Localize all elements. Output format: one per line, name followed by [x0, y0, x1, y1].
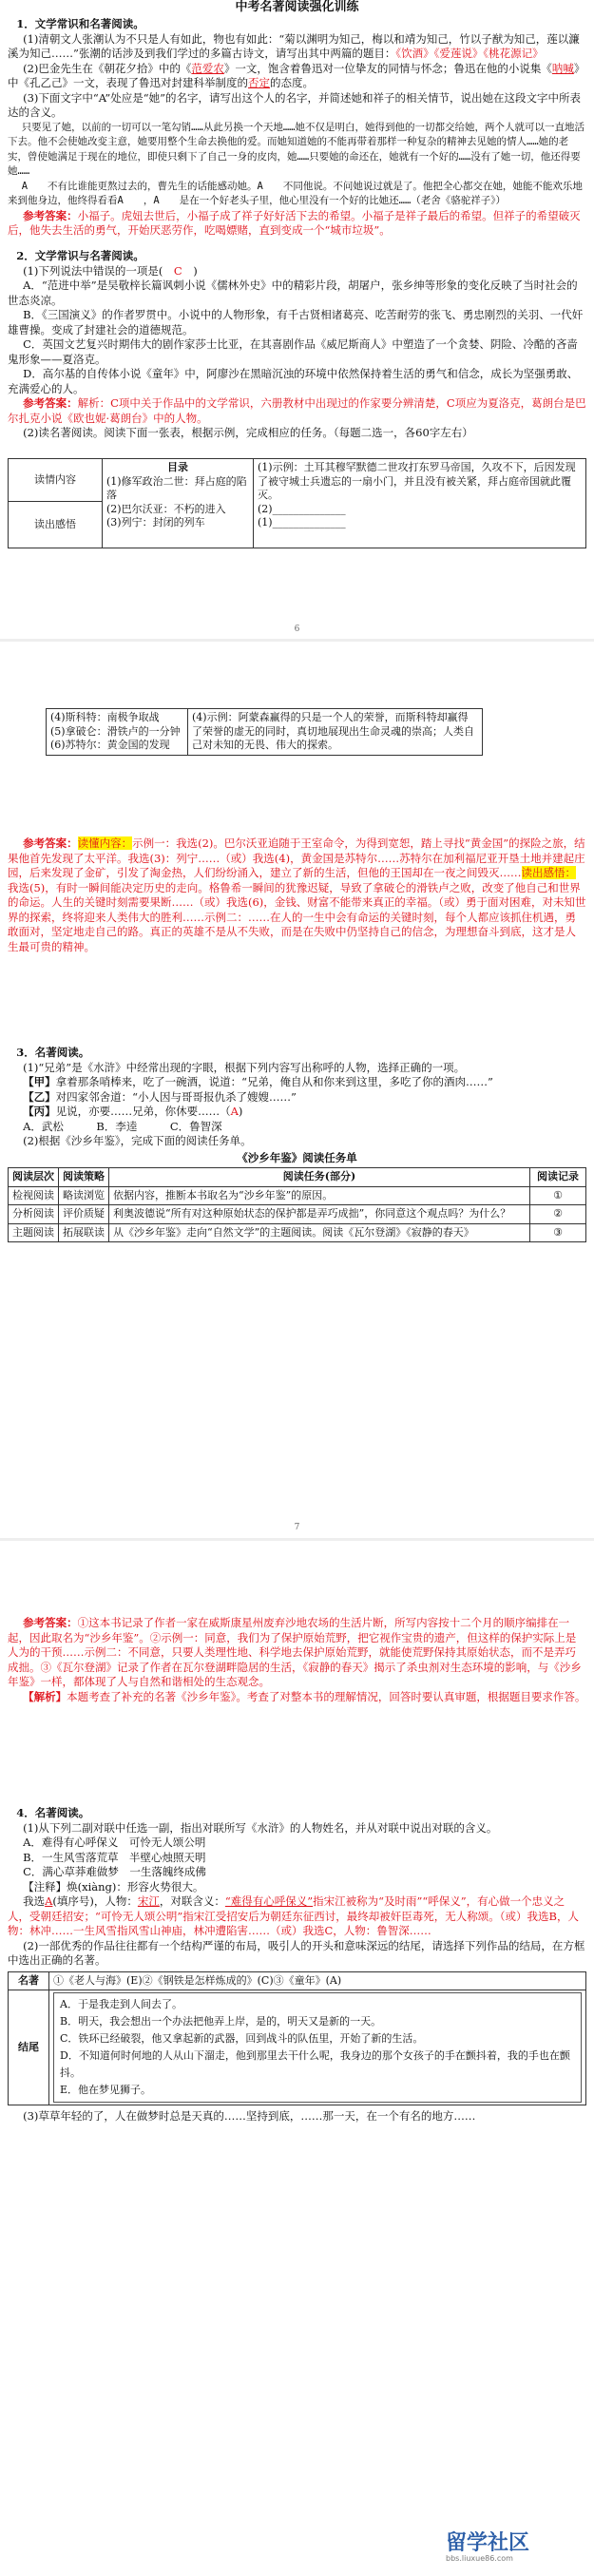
quote-text: A 不有比谁能更熬过去的，曹先生的话能感动她。A 不同他说。不问她说过就是了。他把全心都交在她，她能不能欢乐地来到他身边，他终得看看A ，A 是在一个好老头子里，他心里没有一个好的比她还……（老舍《骆驼祥子》）	[8, 180, 583, 206]
question-2-1	[8, 264, 586, 279]
analysis-text: 本题考查了补充的名著《沙乡年鉴》。考查了对整本书的理解情况，回答时要认真审题，根据题目要求作答。	[67, 1689, 586, 1703]
table-row	[9, 1971, 586, 1990]
question-text: )	[193, 263, 198, 278]
section-2-answer	[8, 836, 586, 954]
ending-item: B．明天，我会想出一个办法把他弄上岸，是的，明天又是新的一天。	[60, 2015, 382, 2028]
question-text: 的态度。	[270, 76, 314, 89]
toc-item: (2)巴尔沃亚：不朽的进入	[106, 502, 226, 515]
answer-text: “难得有心呼保义”	[224, 1894, 314, 1908]
table-cell: 从《沙乡年鉴》走向“自然文学”的主题阅读。阅读《瓦尔登湖》《寂静的春天》	[109, 1223, 530, 1242]
reading-table-2	[8, 708, 586, 756]
toc-title: 目录	[167, 461, 188, 473]
question-3-2: (2)根据《沙乡年鉴》，完成下面的阅读任务单。	[23, 1134, 252, 1147]
table-row	[9, 1990, 586, 2105]
table	[46, 708, 483, 756]
logo-text: 留学社区	[446, 2531, 530, 2555]
column-header: 阅读策略	[59, 1168, 109, 1187]
toc-item: (4)斯科特：南极争取战	[50, 711, 160, 723]
option-a: A．“范进中举”是吴敬梓长篇讽刺小说《儒林外史》中的精彩片段，胡屠户，张乡绅等形象的变化反映了当时社会的世态炎凉。	[8, 279, 578, 307]
table-cell	[49, 1990, 586, 2105]
table-header-row	[9, 1168, 586, 1187]
section-3	[8, 1046, 586, 1242]
quote-1	[8, 1075, 586, 1090]
question-text: (1)清朝文人张潮认为不只是人有如此，物也有如此：“菊以渊明为知己，梅以和靖为知己，竹以子猷为知己，莲以濂溪为知己……”张潮的话涉	[8, 31, 580, 60]
column-header: 阅读任务(部分)	[109, 1168, 530, 1187]
table-cell: (4)示例：阿蒙森赢得的只是一个人的荣誉，而斯科特却赢得了荣誉的虚无的同时，真切地展现出生命灵魂的崇高；人类自己对未知的无畏、伟大的探索。	[188, 709, 483, 756]
question-1-2	[8, 62, 586, 91]
blank-line: (2)______________	[258, 502, 346, 515]
answer-label: 参考答案：	[23, 836, 78, 850]
section-heading: 4．名著阅读。	[16, 1806, 90, 1819]
table-row	[9, 459, 586, 502]
answer-label: ，对联含义：	[159, 1894, 225, 1908]
table-cell: 读出感悟	[9, 502, 103, 548]
analysis-label: 【解析】	[23, 1689, 67, 1703]
question-2-2	[8, 426, 586, 441]
quote-text: 对四家邻舍道：“小人因与哥哥报仇杀了嫂嫂……”	[55, 1089, 297, 1104]
question-4-1: (1)从下列二副对联中任选一副，指出对联所写《水浒》的人物姓名，并从对联中说出对联的含义。	[23, 1820, 498, 1835]
option-d: D．高尔基的自传体小说《童年》中，阿廖沙在黑暗沉浊的环境中依然保持着生活的勇气和信念，成长为坚强勇敢、充满爱心的人。	[8, 367, 579, 395]
answer-text: A	[230, 1105, 239, 1118]
column-header: 阅读记录	[530, 1168, 586, 1187]
answer-line	[8, 1894, 586, 1939]
answer-text: 小福子。虎妞去世后，小福子成了祥子好好活下去的希望。小福子是祥子最后的希望。但祥子的希望破灭后，他失去生活的勇气，开始厌恶劳作，吃喝嫖赌，直到变成一个“城市垃圾”。	[8, 208, 581, 237]
table-row	[9, 1205, 586, 1224]
table-cell: 分析阅读	[9, 1205, 59, 1224]
question-4-2: (2)一部优秀的作品往往都有一个结构严谨的布局，吸引人的开头和意味深远的结尾，请选择下列作品的结局，在方框中选出正确的名著。	[8, 1938, 585, 1967]
answer-label: 参考答案：	[23, 1616, 78, 1629]
page-divider	[0, 639, 594, 642]
option-b: B．李逵	[96, 1119, 138, 1133]
answer-block	[8, 209, 586, 239]
endings-box	[53, 1992, 582, 2103]
quote-label: 【丙】	[23, 1105, 56, 1118]
answer-text: 《饮酒》《爱莲说》《桃花源记》	[395, 47, 544, 60]
page-divider	[0, 1538, 594, 1541]
answer-text: 指宋江被称为“及时雨”“呼保义”，有心做一个忠义之人，受朝廷招安；“可怜无人颂公明”指宋江受招安后为朝廷东征西讨，最终却被奸臣毒死，无人称颂。（或）我选B，人物：林冲……一生风雪指风雪山神庙，林冲遭陷害……（或）我选C，人物：鲁智深……	[8, 1894, 579, 1937]
answer-text: C	[173, 263, 182, 278]
table-cell: 利奥波德说“所有对这种原始状态的保护都是弄巧成拙”，你同意这个观点吗？为什么？	[109, 1205, 530, 1224]
highlight-label: 读出感悟：	[521, 866, 576, 879]
question-4-3: (3)草草年轻的了，人在做梦时总是天真的……坚持到底，……那一天，在一个有名的地方……	[23, 2109, 476, 2123]
answer-text: 示例一：我选(2)。巴尔沃亚追随于王室命令，为得到宽恕，踏上寻找“黄金国”的探险之旅，结果他首先发现了太平洋。	[8, 836, 585, 865]
section-2	[8, 249, 586, 441]
table	[8, 458, 586, 548]
toc-item: (6)苏特尔：黄金国的发现	[50, 739, 170, 751]
example-text: (1)示例：土耳其穆罕默德二世攻打东罗马帝国，久攻不下，后因发现了被守城士兵遗忘的一扇小门，并且没有被关紧，拜占庭帝国就此覆灭。	[258, 461, 576, 501]
question-text: (2)读名著阅读。阅读下面一张表，根据示例，完成相应的任务。	[23, 426, 334, 439]
question-text: 及到我们学过的多篇古诗文，请写出其中两篇的题目：	[133, 47, 396, 60]
ending-item: A．于是我走到人间去了。	[60, 1998, 182, 2010]
answer-text: 我选(5)，有时一瞬间能决定历史的走向。格鲁希一瞬间的犹豫迟疑，导致了拿破仑的滑铁卢之败，改变了他自己和世界的命运。人生的关键时刻需要果断……（或）我选(6)，金钱、财富不能带来真正的幸福。（或）勇于面对困难，对未知世界的探索，终将迎来人类伟大的胜利……	[8, 880, 586, 924]
answer-label: (填序号)，人物：	[52, 1894, 138, 1908]
toc-item: (3)列宁：封闭的列车	[106, 516, 205, 529]
ending-table	[8, 1971, 586, 2106]
question-text: (2)巴金先生在《朝花夕拾》中的《	[23, 61, 192, 75]
table-cell: ③	[530, 1223, 586, 1242]
option-b: B．《三国演义》的作者罗贯中。小说中的人物形象，有千古贤相诸葛亮、吃苦耐劳的张飞、勇忠刚烈的关羽、一代奸雄曹操。变成了封建社会的道德规范。	[8, 308, 584, 336]
quote-label: 【甲】	[23, 1075, 56, 1088]
ending-item: C．铁环已经破裂，他又拿起新的武器，回到战斗的队伍里，开始了新的生活。	[60, 2032, 424, 2045]
reading-table-1	[8, 458, 586, 548]
answer-text: ①这本书记录了作者一家在威斯康星州废弃沙地农场的生活片断，所写内容按十二个月的顺序编排在一起，因此取名为“沙乡年鉴”。②示例一：同意，我们为了保护原始荒野，把它视作宝贵的遗产，但这样的保护实际上是人为的干预……示例二：不同意，只要人类理性地、科学地去保护原始荒野，就能使荒野保持其原始状态，而不是弄巧成拙。③《瓦尔登湖》记录了作者在瓦尔登湖畔隐居的生活，《寂静的春天》揭示了杀虫剂对生态环境的影响，与《沙乡年鉴》一样，都体现了人与自然和谐相处的生态观念。	[8, 1616, 582, 1688]
table-row	[47, 709, 483, 756]
question-1-1	[8, 32, 586, 62]
option-a: A．难得有心呼保义 可怜无人颂公明	[23, 1836, 206, 1849]
answer-text: 否定	[248, 76, 270, 89]
answer-text: 我选(3)：列宁……（或）我选(4)，黄金国是苏特尔……苏特尔在加利福尼亚开垦土地并建起庄园，后来发现了金矿，引发了淘金热，人们纷纷涌入，建立了新的生活，但他的王国却在一夜之间毁灭……	[8, 851, 585, 879]
table-cell	[254, 459, 586, 548]
question-text: 》一文，饱含着鲁迅对一位挚友的同情与怀念；鲁迅在他的小说集《	[223, 61, 552, 75]
table-row	[9, 1186, 586, 1205]
question-text: (1)下列说法中错误的一项是(	[23, 263, 163, 278]
answer-label: 参考答案：	[23, 208, 78, 222]
table-cell	[103, 459, 254, 548]
question-1-3: (3)下面文字中“A”处应是“她”的名字，请写出这个人的名字，并简述她和祥子的相关情节，说出她在这段文字中所表达的含义。	[8, 90, 582, 119]
table-cell: 评价质疑	[59, 1205, 109, 1224]
quote-2	[8, 1090, 586, 1105]
section-heading: 3．名著阅读。	[16, 1046, 90, 1059]
ending-item: E．他在梦见狮子。	[60, 2084, 152, 2096]
answer-text: 范爱农	[191, 61, 224, 75]
quote-text: 见说，亦要……兄弟，你休要……（	[55, 1105, 231, 1118]
table-cell: 依据内容，推断本书取名为“沙乡年鉴”的原因。	[109, 1186, 530, 1205]
answer-block	[8, 396, 586, 426]
question-3-1: (1)“兄弟”是《水浒》中经常出现的字眼，根据下列内容写出称呼的人物，选择正确的一项。	[23, 1060, 466, 1074]
analysis-block	[8, 1690, 586, 1705]
section-4	[8, 1806, 586, 2124]
toc-item: (5)拿破仑：滑铁卢的一分钟	[50, 724, 181, 738]
option-b: B．一生风雪落荒草 半壁心烛照天明	[23, 1850, 206, 1864]
answer-text: 呐喊	[551, 61, 574, 75]
table-cell: ②	[530, 1205, 586, 1224]
table-cell: ①《老人与海》(E)②《钢铁是怎样炼成的》(C)③《童年》(A)	[49, 1971, 586, 1990]
table-title: 《沙乡年鉴》阅读任务单	[237, 1150, 357, 1164]
watermark-logo	[446, 2531, 588, 2568]
answer-text: 解析：C项中关于作品中的文学常识，六册教材中出现过的作家要分辨清楚，C项应为夏洛克，葛朗台是巴尔扎克小说《欧也妮·葛朗台》中的人物。	[8, 396, 586, 425]
section-1	[8, 17, 586, 239]
task-table	[8, 1167, 586, 1242]
page-number: 6	[294, 625, 300, 634]
question-text: 》中《孔乙己》一文，表现了鲁迅对封建科举制度的	[8, 61, 585, 89]
answer-text: A	[45, 1894, 53, 1908]
blank-line: (1)______________	[258, 516, 346, 529]
quote-text: 只要见了她，以前的一切可以一笔勾销……从此另换一个天地……她不仅是明白，她得到他的一切都交给她，两个人就可以一直地活下去。他不会使她改变主意，她要用整个生命去换他的爱。而她知道她的不能再带着那样一种复杂的精神去见她的情人……她的老实，曾使她满足于现在的地位，即使只剩下了自己一身的皮肉，她……只要她的命还在，她就有一个好的……没有了她一切，他还得要她……	[8, 121, 584, 177]
page-title: 中考名著阅读强化训练	[235, 0, 359, 14]
answer-block	[8, 1616, 586, 1690]
table-cell: 检视阅读	[9, 1186, 59, 1205]
table-cell: 拓展联读	[59, 1223, 109, 1242]
section-heading: 1．文学常识和名著阅读。	[16, 17, 144, 30]
quote-label: 【乙】	[23, 1089, 56, 1104]
ending-item: D．不知道何时何地的人从山下溜走，他到那里去干什么呢，我身边的那个女孩子的手在颤抖着，我的手也在颤抖。	[60, 2049, 570, 2079]
toc-item: (1)修军政治二世：拜占庭的陷落	[106, 474, 247, 501]
table-cell: 略读浏览	[59, 1186, 109, 1205]
question-text: （每题二选一，各60字左右）	[333, 426, 473, 439]
page-number: 7	[294, 1523, 300, 1532]
annotation-note: 【注释】焕(xiàng)：形容火势很大。	[23, 1879, 204, 1894]
quote-3: 【丙】见说，亦要……兄弟，你休要……（A)	[23, 1105, 243, 1118]
answer-block	[8, 836, 586, 954]
option-a: A．武松	[23, 1119, 64, 1133]
section-3-answer	[8, 1616, 586, 1704]
answer-label: 参考答案：	[23, 396, 78, 410]
table-cell	[47, 709, 188, 756]
table-cell: 结尾	[9, 1990, 49, 2105]
section-heading: 2．文学常识与名著阅读。	[16, 249, 144, 262]
table-cell: ①	[530, 1186, 586, 1205]
column-header: 阅读层次	[9, 1168, 59, 1187]
table-row	[9, 1223, 586, 1242]
option-c: C．英国文艺复兴时期伟大的剧作家莎士比亚，在其喜剧作品《威尼斯商人》中塑造了一个贪婪、阴险、冷酷的吝啬鬼形象——夏洛克。	[8, 337, 578, 366]
answer-text: 示例二：……在人的一生中会有命运的关键时刻，每个人都应该抓住机遇，勇敢面对，坚定地走自己的路。真正的英雄不是从不失败，而是在失败中仍坚持自己的信念，为理想奋斗到底，这才是人生最可贵的精神。	[8, 910, 576, 953]
table-cell: 读情内容	[9, 459, 103, 502]
table-cell: 名著	[9, 1971, 49, 1990]
option-c: C．满心草莽难做梦 一生落魄终成佛	[23, 1865, 206, 1878]
answer-text: 宋江	[137, 1894, 160, 1908]
quote-text: 拿着那条哨棒来，吃了一碗酒，说道：“兄弟，俺自从和你来到这里，多吃了你的酒肉……”	[55, 1075, 493, 1088]
options-row	[8, 1120, 586, 1135]
logo-url: bbs.liuxue86.com	[446, 2553, 513, 2563]
option-c: C．鲁智深	[169, 1119, 222, 1133]
answer-label: 我选	[23, 1894, 46, 1908]
highlight-label: 读懂内容：	[77, 836, 133, 850]
table-cell: 主题阅读	[9, 1223, 59, 1242]
